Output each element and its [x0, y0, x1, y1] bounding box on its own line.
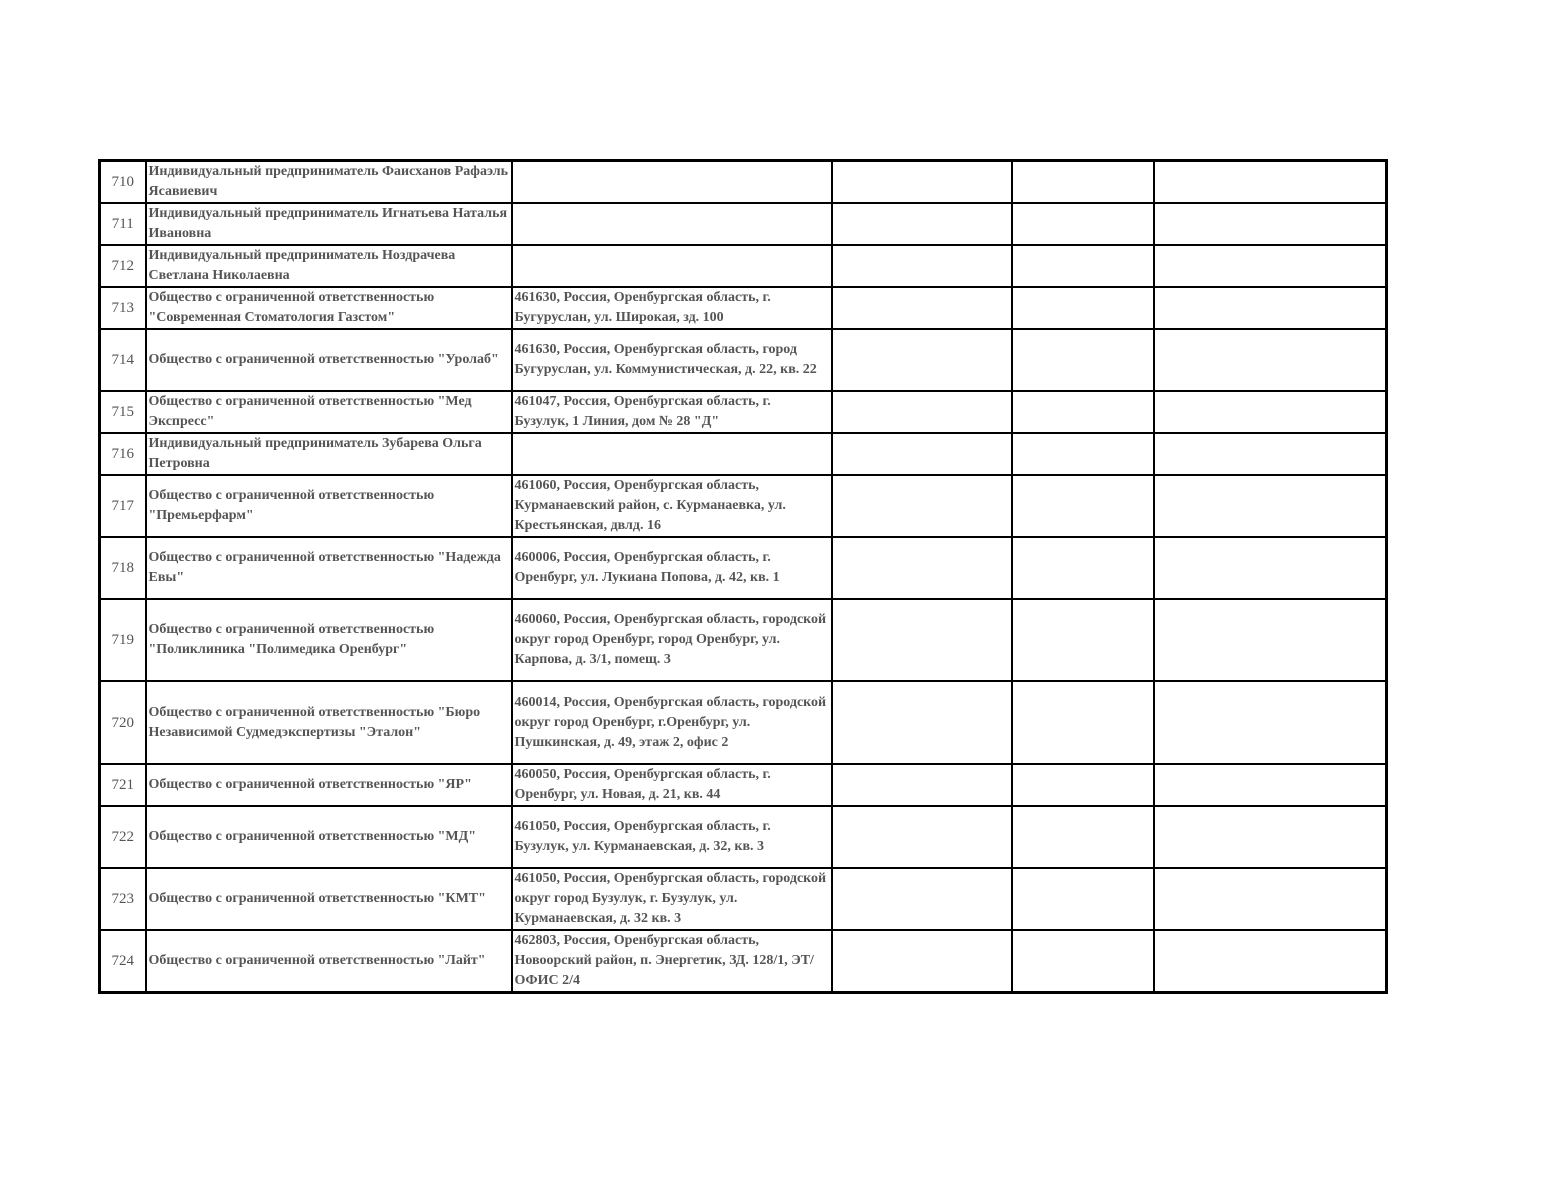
empty-cell [832, 475, 1012, 537]
empty-cell [1154, 391, 1387, 433]
row-number: 724 [100, 930, 146, 993]
table-row [100, 868, 1387, 930]
table-row [100, 537, 1387, 599]
row-number: 721 [100, 764, 146, 806]
organization-name: Индивидуальный предприниматель Зубарева Ольга Петровна [146, 433, 512, 475]
empty-cell [832, 433, 1012, 475]
empty-cell [832, 391, 1012, 433]
organization-address: 461047, Россия, Оренбургская область, г. Бузулук, 1 Линия, дом № 28 "Д" [512, 391, 832, 433]
empty-cell [832, 764, 1012, 806]
empty-cell [832, 537, 1012, 599]
empty-cell [1012, 537, 1154, 599]
empty-cell [832, 681, 1012, 764]
table-row [100, 203, 1387, 245]
empty-cell [1012, 287, 1154, 329]
table-row [100, 287, 1387, 329]
empty-cell [1012, 433, 1154, 475]
organization-address: 460014, Россия, Оренбургская область, городской округ город Оренбург, г.Оренбург, ул. Пушкинская, д. 49, этаж 2, офис 2 [512, 681, 832, 764]
empty-cell [1154, 287, 1387, 329]
organization-address: 460060, Россия, Оренбургская область, городской округ город Оренбург, город Оренбург, ул. Карпова, д. 3/1, помещ. 3 [512, 599, 832, 681]
row-number: 714 [100, 329, 146, 391]
table-row [100, 475, 1387, 537]
empty-cell [832, 287, 1012, 329]
empty-cell [832, 245, 1012, 287]
empty-cell [1154, 329, 1387, 391]
row-number: 720 [100, 681, 146, 764]
empty-cell [832, 329, 1012, 391]
organization-name: Общество с ограниченной ответственностью "Бюро Независимой Судмедэкспертизы "Эталон" [146, 681, 512, 764]
organization-name: Общество с ограниченной ответственностью "Лайт" [146, 930, 512, 993]
empty-cell [1012, 806, 1154, 868]
empty-cell [832, 930, 1012, 993]
organization-address [512, 245, 832, 287]
organization-name: Индивидуальный предприниматель Игнатьева Наталья Ивановна [146, 203, 512, 245]
row-number: 710 [100, 161, 146, 204]
empty-cell [1154, 681, 1387, 764]
empty-cell [1154, 537, 1387, 599]
empty-cell [1154, 245, 1387, 287]
organization-name: Общество с ограниченной ответственностью "МД" [146, 806, 512, 868]
empty-cell [1154, 433, 1387, 475]
table-row [100, 245, 1387, 287]
organization-name: Общество с ограниченной ответственностью "Премьерфарм" [146, 475, 512, 537]
empty-cell [832, 161, 1012, 204]
empty-cell [832, 599, 1012, 681]
row-number: 711 [100, 203, 146, 245]
empty-cell [1154, 161, 1387, 204]
empty-cell [1012, 329, 1154, 391]
row-number: 723 [100, 868, 146, 930]
organization-address: 461050, Россия, Оренбургская область, городской округ город Бузулук, г. Бузулук, ул. Курманаевская, д. 32 кв. 3 [512, 868, 832, 930]
organization-address: 461630, Россия, Оренбургская область, город Бугуруслан, ул. Коммунистическая, д. 22, кв. 22 [512, 329, 832, 391]
table-row [100, 599, 1387, 681]
row-number: 719 [100, 599, 146, 681]
empty-cell [1012, 764, 1154, 806]
empty-cell [832, 203, 1012, 245]
table-row [100, 391, 1387, 433]
registry-table [98, 159, 1388, 994]
organization-name: Общество с ограниченной ответственностью "КМТ" [146, 868, 512, 930]
empty-cell [832, 806, 1012, 868]
organization-address: 461060, Россия, Оренбургская область, Курманаевский район, с. Курманаевка, ул. Крестьянская, двлд. 16 [512, 475, 832, 537]
empty-cell [1154, 764, 1387, 806]
empty-cell [1012, 868, 1154, 930]
empty-cell [1154, 599, 1387, 681]
empty-cell [1012, 475, 1154, 537]
empty-cell [1012, 391, 1154, 433]
table-row [100, 930, 1387, 993]
organization-name: Индивидуальный предприниматель Ноздрачева Светлана Николаевна [146, 245, 512, 287]
empty-cell [1154, 475, 1387, 537]
empty-cell [1012, 203, 1154, 245]
empty-cell [1012, 245, 1154, 287]
row-number: 716 [100, 433, 146, 475]
empty-cell [1154, 868, 1387, 930]
empty-cell [1154, 806, 1387, 868]
organization-address: 460050, Россия, Оренбургская область, г. Оренбург, ул. Новая, д. 21, кв. 44 [512, 764, 832, 806]
table-row [100, 433, 1387, 475]
empty-cell [1012, 161, 1154, 204]
organization-name: Общество с ограниченной ответственностью "Уролаб" [146, 329, 512, 391]
table-row [100, 806, 1387, 868]
organization-address: 462803, Россия, Оренбургская область, Новоорский район, п. Энергетик, ЗД. 128/1, ЭТ/ОФИС 2/4 [512, 930, 832, 993]
row-number: 717 [100, 475, 146, 537]
empty-cell [1012, 930, 1154, 993]
organization-address: 461630, Россия, Оренбургская область, г. Бугуруслан, ул. Широкая, зд. 100 [512, 287, 832, 329]
table-row [100, 161, 1387, 204]
organization-name: Общество с ограниченной ответственностью "Мед Экспресс" [146, 391, 512, 433]
empty-cell [1012, 599, 1154, 681]
empty-cell [832, 868, 1012, 930]
table-row [100, 764, 1387, 806]
organization-name: Общество с ограниченной ответственностью "Поликлиника "Полимедика Оренбург" [146, 599, 512, 681]
row-number: 715 [100, 391, 146, 433]
empty-cell [1154, 203, 1387, 245]
organization-name: Общество с ограниченной ответственностью "ЯР" [146, 764, 512, 806]
row-number: 722 [100, 806, 146, 868]
row-number: 713 [100, 287, 146, 329]
empty-cell [1154, 930, 1387, 993]
organization-name: Индивидуальный предприниматель Фаисханов Рафаэль Ясавиевич [146, 161, 512, 204]
organization-address: 460006, Россия, Оренбургская область, г. Оренбург, ул. Лукиана Попова, д. 42, кв. 1 [512, 537, 832, 599]
organization-name: Общество с ограниченной ответственностью "Современная Стоматология Газстом" [146, 287, 512, 329]
table-row [100, 329, 1387, 391]
organization-address: 461050, Россия, Оренбургская область, г. Бузулук, ул. Курманаевская, д. 32, кв. 3 [512, 806, 832, 868]
organization-name: Общество с ограниченной ответственностью "Надежда Евы" [146, 537, 512, 599]
organization-address [512, 161, 832, 204]
empty-cell [1012, 681, 1154, 764]
row-number: 718 [100, 537, 146, 599]
row-number: 712 [100, 245, 146, 287]
organization-address [512, 203, 832, 245]
organization-address [512, 433, 832, 475]
table-row [100, 681, 1387, 764]
